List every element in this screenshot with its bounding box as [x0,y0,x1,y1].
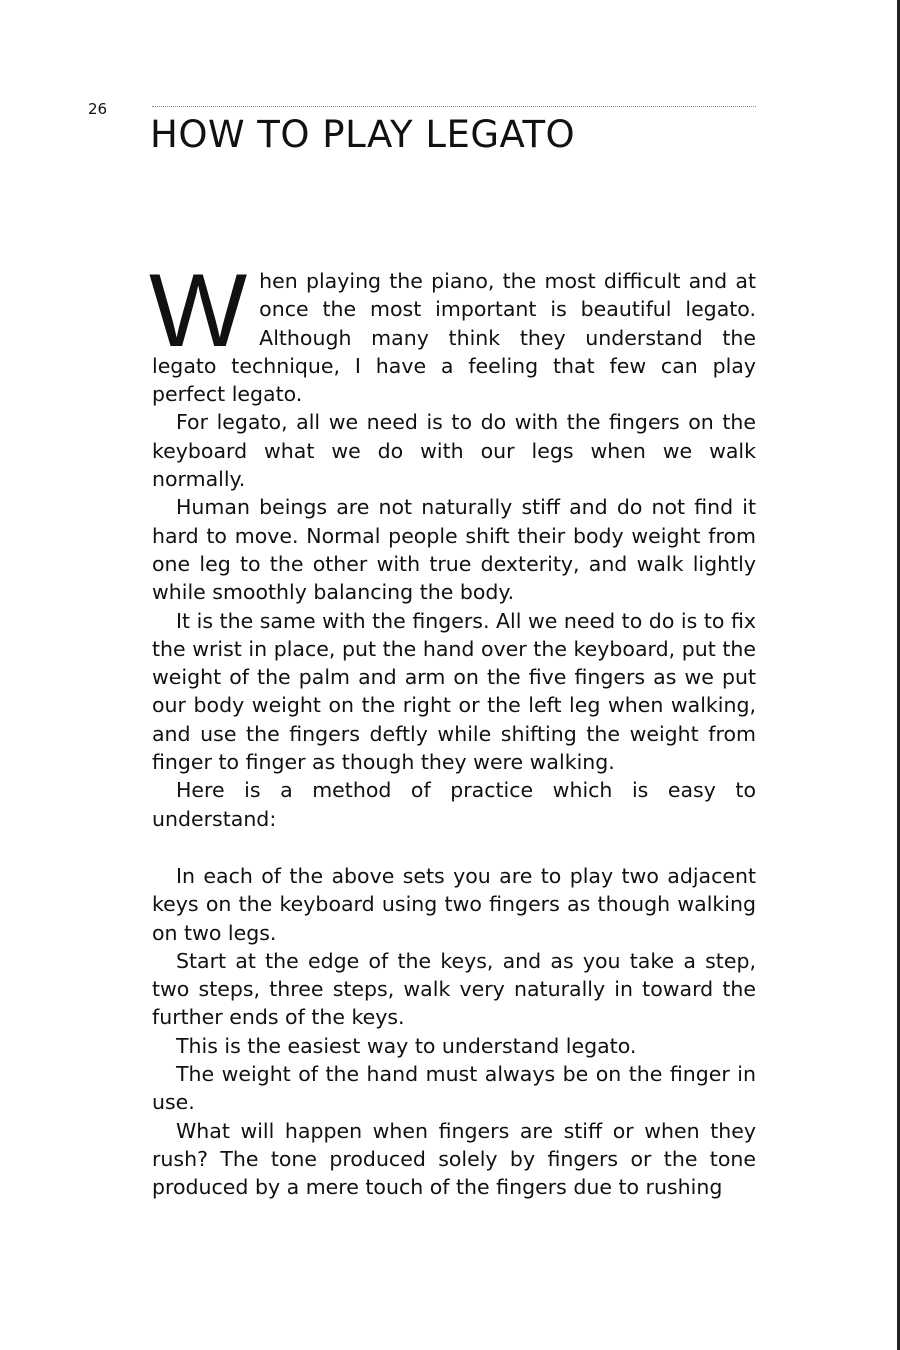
paragraph: The weight of the hand must always be on the finger in use. [152,1062,756,1115]
paragraph-intro [149,253,756,408]
page-title: HOW TO PLAY LEGATO [150,113,576,156]
paragraph: What will happen when fingers are stiff or when they rush? The tone produced solely by fingers or the tone produced by a mere touch of the fingers due to rushing [152,1118,756,1200]
paragraph: For legato, all we need is to do with the fingers on the keyboard what we do with our legs when we walk normally. [152,410,756,492]
paragraph: Human beings are not naturally stiff and do not find it hard to move. Normal people shift their body weight from one leg to the other with true dexterity, and walk lightly while smoothly balancing the body. [152,495,756,605]
paragraph: In each of the above sets you are to play two adjacent keys on the keyboard using two fingers as though walking on two legs. [152,863,756,945]
page-number: 26 [88,100,108,118]
paragraph: This is the easiest way to understand legato. [176,1033,637,1058]
paragraph-intro-text: hen playing the piano, the most difficult and at once the most important is beautiful legato. Although many think they understand the legato technique, I have a feeling that few can play perfect legato. [152,269,756,407]
header-rule [152,106,756,107]
drop-cap: W [149,253,248,369]
paragraph: Start at the edge of the keys, and as you take a step, two steps, three steps, walk very naturally in toward the further ends of the keys. [152,948,756,1030]
paragraph: Here is a method of practice which is easy to understand: [152,778,756,831]
body-text [149,253,756,1202]
figure-gap [152,833,756,862]
paragraph: It is the same with the fingers. All we need to do is to fix the wrist in place, put the hand over the keyboard, put the weight of the palm and arm on the five fingers as we put our body weight on the right or the left leg when walking, and use the fingers deftly while shifting the weight from finger to finger as though they were walking. [152,608,756,775]
